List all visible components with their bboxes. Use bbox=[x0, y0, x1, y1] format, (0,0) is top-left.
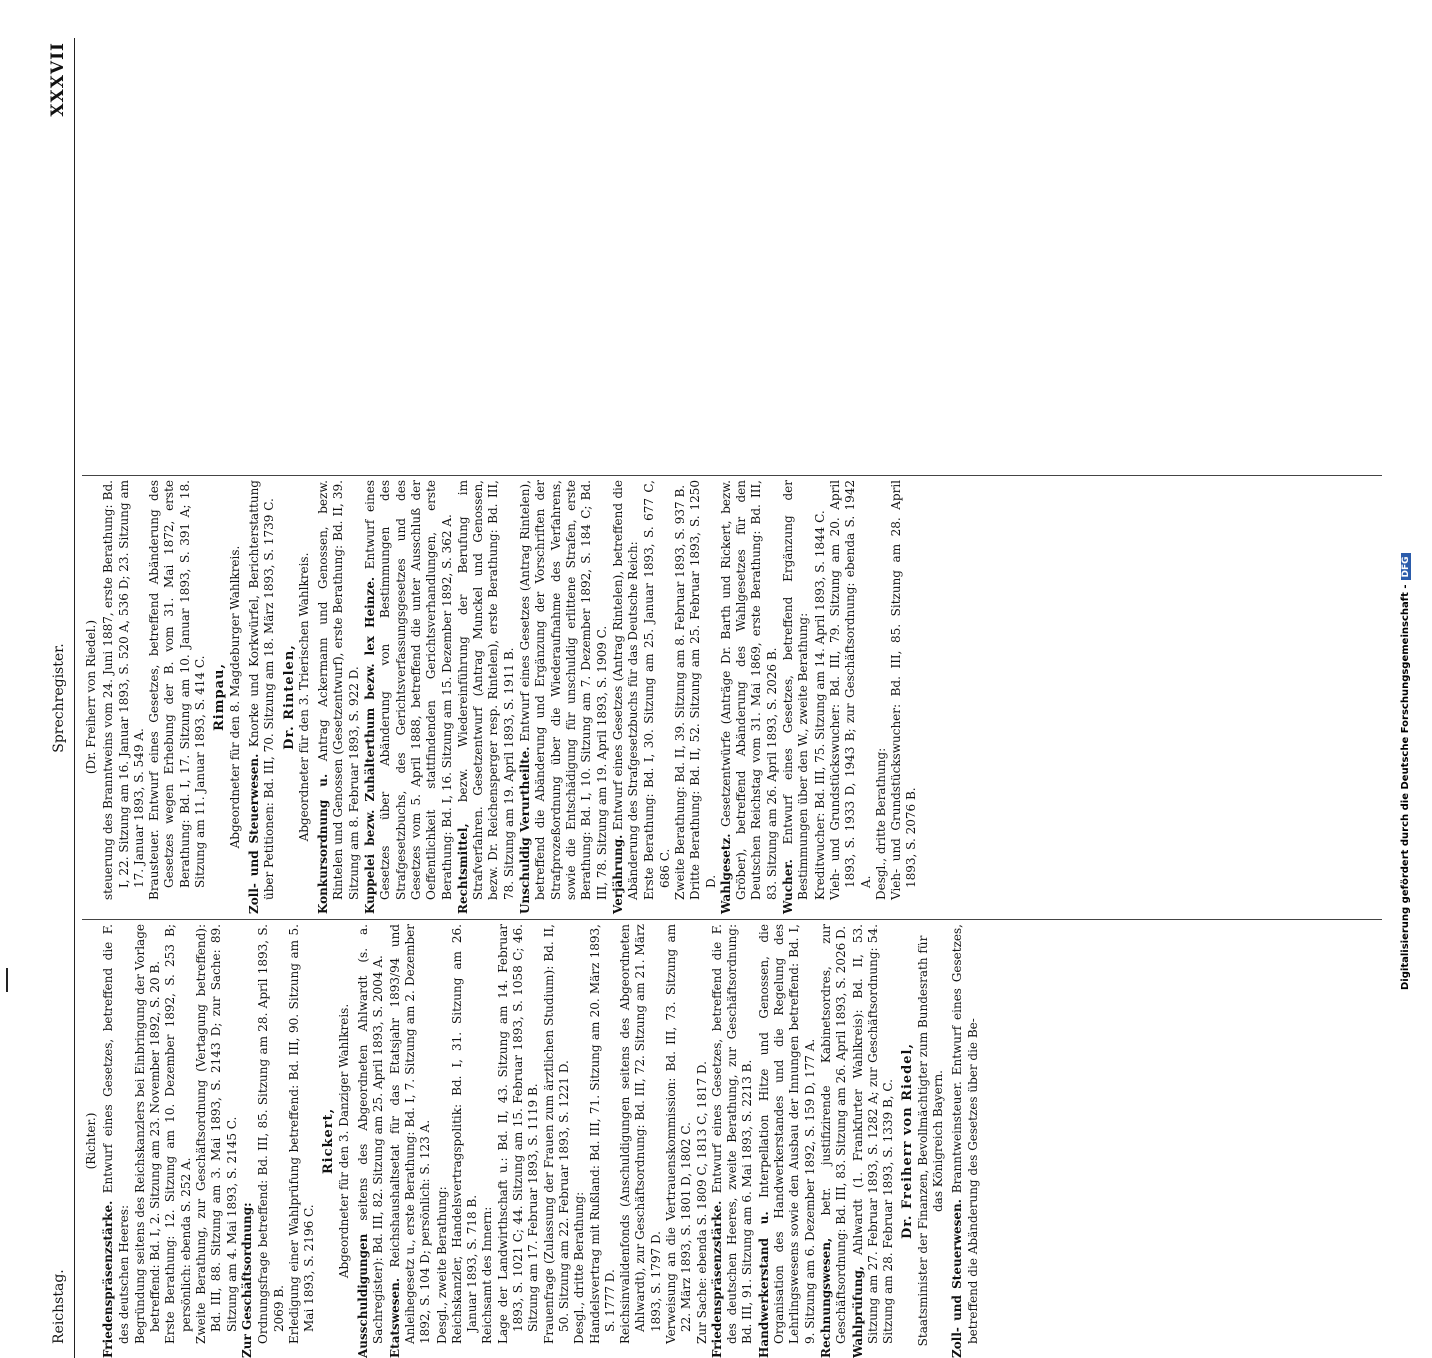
register-subentry: Handelsvertrag mit Rußland: Bd. III, 71. Sitzung am 20. März 1893, S. 1777 D. bbox=[587, 924, 617, 1344]
register-subentry: Kreditwucher: Bd. III, 75. Sitzung am 14. April 1893, S. 1844 C. bbox=[812, 510, 827, 900]
speaker-name: Rickert, bbox=[321, 1107, 337, 1175]
register-subentry: Erste Berathung: Bd. I, 30. Sitzung am 25. Januar 1893, S. 677 C, 686 C. bbox=[642, 480, 672, 900]
register-subentry: Zur Sache: ebenda S. 1809 C, 1813 C, 1817 D. bbox=[694, 1061, 709, 1344]
register-subentry: Reichskanzler, Handelsvertragspolitik: Bd. I, 31. Sitzung am 26. Januar 1893, S. 718 B. bbox=[449, 924, 480, 1344]
speaker-name: Rimpau, bbox=[212, 663, 228, 731]
entry-text: Reichshaushaltsetat für das Etatsjahr 1893/94 und Anleihegesetz u., erste Berathung: Bd. I, 7. Sitzung am 2. Dezember 1892, S. 104 D; persönlich: S. 123 A. bbox=[387, 924, 433, 1344]
register-entry bbox=[247, 480, 278, 914]
register-entry bbox=[819, 924, 850, 1358]
register-entry bbox=[356, 924, 387, 1358]
entry-text: Gesetzentwürfe (Anträge Dr. Barth und Rickert, bezw. Gröber), betreffend Abänderung des Wahlgesetzes für den Deutschen Reichstag vom 31. Mai 1869, erste Berathung: Bd. III, 83. Sitzung am 26. April 1893, S. 2026 B. bbox=[718, 480, 779, 900]
continuation-heading: (Richter.) bbox=[84, 1112, 98, 1170]
entry-keyword: Rechtsmittel, bbox=[455, 823, 470, 914]
register-entry bbox=[851, 924, 897, 1358]
register-subentry: Desgl., zweite Berathung: bbox=[434, 1186, 449, 1344]
entry-text: Interpellation Hitze und Genossen, die Organisation des Handwerkerstandes und die Regelung des Lehrlingswesens sowie den Ausbau der Innungen betreffend: Bd. I, 9. Sitzung am 6. Dezember 1892, S. 159 D, 177 A. bbox=[756, 924, 817, 1344]
register-subentry: Desgl., dritte Berathung: bbox=[873, 747, 888, 900]
register-entry bbox=[316, 480, 362, 914]
entry-keyword: Rechnungswesen, bbox=[818, 1237, 833, 1358]
speaker-description: Abgeordneter für den 3. Danziger Wahlkreis. bbox=[336, 1003, 351, 1279]
register-subentry: Begründung seitens des Reichskanzlers bei Einbringung der Vorlage betreffend: Bd. I, 2. Sitzung am 23. November 1892, S. 20 B. bbox=[132, 924, 163, 1344]
register-entry bbox=[456, 480, 517, 914]
entry-keyword: Zoll- und Steuerwesen. bbox=[950, 1199, 965, 1358]
margin-mark bbox=[6, 968, 8, 992]
register-subentry: Brausteuer. Entwurf eines Gesetzes, betreffend Abänderung des Gesetzes wegen Erhebung der B. vom 31. Mai 1872, erste Berathung: Bd. I, 17. Sitzung am 10. Januar 1893, S. 391 A; 18. Sitzung am 11. Januar 1893, S. 414 C. bbox=[147, 480, 208, 900]
entry-keyword: Unschuldig Verurtheilte. bbox=[518, 746, 533, 914]
register-subentry: Erledigung einer Wahlprüfung betreffend: Bd. III, 90. Sitzung am 5. Mai 1893, S. 2196 C. bbox=[286, 924, 317, 1344]
entry-text: Entwurf eines Gesetzes, betreffend Ergänzung der Bestimmungen über den W., zweite Berathung: bbox=[781, 480, 811, 900]
header-left: Reichstag. bbox=[51, 1269, 67, 1344]
page-header bbox=[48, 38, 75, 1358]
entry-keyword: Friedenspräsenzstärke. bbox=[709, 1200, 724, 1358]
entry-text: Entwurf eines Gesetzes über Abänderung von Bestimmungen des Strafgesetzbuchs, des Gerichtsverfassungsgesetzes und des Gesetzes vom 5. April 1888, betreffend die unter Ausschluß der Oeffentlichkeit stattfindenden Gerichtsverhandlungen, erste Berathung: Bd. I, 16. Sitzung am 15. Dezember 1892, S. 362 A. bbox=[363, 480, 454, 900]
column-middle bbox=[82, 480, 920, 914]
register-subentry: Reichsinvalidenfonds (Anschuldigungen seitens des Abgeordneten Ahlwardt), zur Geschäftsordnung: Bd. III, 72. Sitzung am 21. März 1893, S. 1797 D. bbox=[618, 924, 663, 1344]
entry-text: Branntweinsteuer. Entwurf eines Gesetzes, betreffend die Abänderung des Gesetzes über die Be- bbox=[950, 924, 980, 1344]
register-subentry: Vieh- und Grundstückswucher: Bd. III, 85. Sitzung am 28. April 1893, S. 2076 B. bbox=[889, 480, 919, 900]
entry-keyword: Wahlprüfung, bbox=[850, 1265, 865, 1358]
page-number: XXXVII bbox=[48, 42, 68, 117]
register-subentry: Lage der Landwirthschaft u.: Bd. II, 43. Sitzung am 14. Februar 1893, S. 1021 C; 44. Sitzung am 15. Februar 1893, S. 1058 C; 46. Sitzung am 17. Februar 1893, S. 1119 B. bbox=[495, 924, 541, 1344]
speaker-name: Dr. Freiherr von Riedel, bbox=[900, 1042, 916, 1240]
register-subentry: Zweite Berathung: Bd. II, 39. Sitzung am 8. Februar 1893, S. 937 B. bbox=[672, 484, 687, 900]
entry-text: seitens des Abgeordneten Ahlwardt (s. a. Sachregister): Bd. III, 82. Sitzung am 25. April 1893, S. 2004 A. bbox=[356, 924, 386, 1344]
entry-keyword: Wucher. bbox=[781, 859, 796, 914]
entry-keyword: Ausschuldigungen bbox=[356, 1233, 371, 1358]
entry-keyword: Kuppelei bezw. Zuhälterthum bezw. lex Heinze. bbox=[363, 576, 378, 914]
register-subentry: Reichsamt des Innern: bbox=[480, 1206, 495, 1344]
speaker-name: Dr. Rintelen, bbox=[281, 644, 297, 750]
register-subentry: Zweite Berathung, zur Geschäftsordnung (Vertagung betreffend): Bd. III, 88. Sitzung am 3. Mai 1893, S. 2143 D; zur Sache: 89. Sitzung am 4. Mai 1893, S. 2145 C. bbox=[194, 924, 239, 1344]
entry-keyword: Verjährung. bbox=[610, 834, 625, 914]
entry-keyword: Wahlgesetz. bbox=[718, 833, 733, 914]
entry-text: Entwurf eines Gesetzes (Antrag Rintelen), betreffend die Abänderung des Strafgesetzbuchs für das Deutsche Reich: bbox=[610, 480, 641, 900]
entry-keyword: Zur Geschäftsordnung: bbox=[239, 1202, 254, 1358]
register-subentry: Desgl., dritte Berathung: bbox=[572, 1191, 587, 1344]
register-subentry: Dritte Berathung: Bd. II, 52. Sitzung am 25. Februar 1893, S. 1250 D. bbox=[688, 480, 718, 900]
entry-text: Ahlwardt (1. Frankfurter Wahlkreis): Bd. II, 53. Sitzung am 27. Februar 1893, S. 1282 A; zur Geschäftsordnung: 54. Sitzung am 28. Februar 1893, S. 1339 B, C. bbox=[850, 924, 896, 1344]
rotated-page bbox=[48, 38, 1428, 1358]
column-divider bbox=[82, 475, 1382, 476]
register-subentry: Verweisung an die Vertrauenskommission: Bd. III, 73. Sitzung am 22. März 1893, S. 1801 D, 1802 C. bbox=[663, 924, 694, 1344]
register-entry bbox=[950, 924, 981, 1358]
footer-text: Digitalisierung gefördert durch die Deutsche Forschungsgemeinschaft - bbox=[1400, 584, 1411, 990]
entry-keyword: Etatswesen. bbox=[387, 1277, 402, 1358]
column-left bbox=[82, 924, 982, 1358]
speaker-description: Staatsminister der Finanzen, Bevollmächtigter zum Bundesrath für das Königreich Bayern. bbox=[915, 935, 946, 1347]
entry-keyword: Konkursordnung u. bbox=[316, 773, 331, 914]
register-subentry: Vieh- und Grundstückswucher: Bd. III, 79. Sitzung am 20. April 1893, S. 1933 D, 1943 B; zur Geschäftsordnung: ebenda S. 1942 A. bbox=[827, 480, 873, 900]
entry-keyword: Handwerkerstand u. bbox=[756, 1211, 771, 1358]
entry-text: betr. justifizirende Kabinetsordres, zur Geschäftsordnung: Bd. III, 83. Sitzung am 26. April 1893, S. 2026 D. bbox=[818, 924, 849, 1344]
register-entry bbox=[363, 480, 455, 914]
register-entry bbox=[240, 924, 255, 1358]
header-center: Sprechregister. bbox=[51, 643, 67, 753]
register-subentry: steuerung des Branntweins vom 24. Juni 1887, erste Berathung: Bd. I, 22. Sitzung am 16. Januar 1893, S. 520 A, 536 D; 23. Sitzung am 17. Januar 1893, S. 549 A. bbox=[101, 480, 146, 900]
register-subentry: Ordnungsfrage betreffend: Bd. III, 85. Sitzung am 28. April 1893, S. 2069 B. bbox=[256, 924, 286, 1344]
entry-text: Antrag Ackermann und Genossen, bezw. Rintelen und Genossen (Gesetzentwurf), erste Berathung: Bd. II, 39. Sitzung am 8. Februar 1893, S. 922 D. bbox=[316, 480, 361, 900]
entry-keyword: Zoll- und Steuerwesen. bbox=[246, 753, 261, 914]
speaker-description: Abgeordneter für den 8. Magdeburger Wahlkreis. bbox=[227, 545, 242, 849]
register-entry bbox=[781, 480, 812, 914]
register-entry bbox=[101, 924, 132, 1358]
register-entry bbox=[388, 924, 434, 1358]
entry-text: bezw. Wiedereinführung der Berufung im Strafverfahren. Gesetzentwurf (Antrag Munckel und Genossen, bezw. Dr. Reichensperger resp. Rintelen), erste Berathung: Bd. III, 78. Sitzung am 19. April 1893, S. 1911 B. bbox=[455, 480, 516, 900]
register-entry bbox=[757, 924, 818, 1358]
continuation-heading: (Dr. Freiherr von Riedel.) bbox=[84, 619, 98, 775]
digitization-footer bbox=[1400, 10, 1422, 990]
entry-text: Entwurf eines Gesetzes, betreffend die F. des deutschen Heeres: bbox=[101, 924, 131, 1344]
register-entry bbox=[710, 924, 756, 1358]
register-entry bbox=[518, 480, 610, 914]
column-divider bbox=[82, 919, 1382, 920]
register-entry bbox=[611, 480, 642, 914]
entry-text: Entwurf eines Gesetzes (Antrag Rintelen), betreffend die Abänderung und Ergänzung der Vorschriften der Strafprozeßordnung über die Wiederaufnahme des Verfahrens, sowie die Entschädigung für unschuldig erlittene Strafen, erste Berathung: Bd. I, 10. Sitzung am 7. Dezember 1892, S. 184 C; Bd. III, 78. Sitzung am 19. April 1893, S. 1909 C. bbox=[518, 479, 609, 900]
entry-text: Knorke und Korkwürfel, Berichterstattung über Petitionen: Bd. III, 70. Sitzung am 18. März 1893, S. 1739 C. bbox=[246, 480, 277, 900]
register-entry bbox=[719, 480, 780, 914]
speaker-description: Abgeordneter für den 3. Trierischen Wahlkreis. bbox=[296, 552, 311, 842]
entry-text: Entwurf eines Gesetzes, betreffend die F. des deutschen Heeres, zweite Berathung, zur Geschäftsordnung: Bd. III, 91. Sitzung am 6. Mai 1893, S. 2213 B. bbox=[709, 924, 755, 1344]
dfg-logo: DFG bbox=[1401, 553, 1411, 580]
entry-keyword: Friedenspräsenzstärke. bbox=[101, 1200, 116, 1358]
register-subentry: Erste Berathung: 12. Sitzung am 10. Dezember 1892, S. 253 B; persönlich: ebenda S. 252 A. bbox=[163, 924, 193, 1344]
register-subentry: Frauenfrage (Zulassung der Frauen zum ärztlichen Studium): Bd. II, 50. Sitzung am 22. Februar 1893, S. 1221 D. bbox=[541, 924, 571, 1344]
